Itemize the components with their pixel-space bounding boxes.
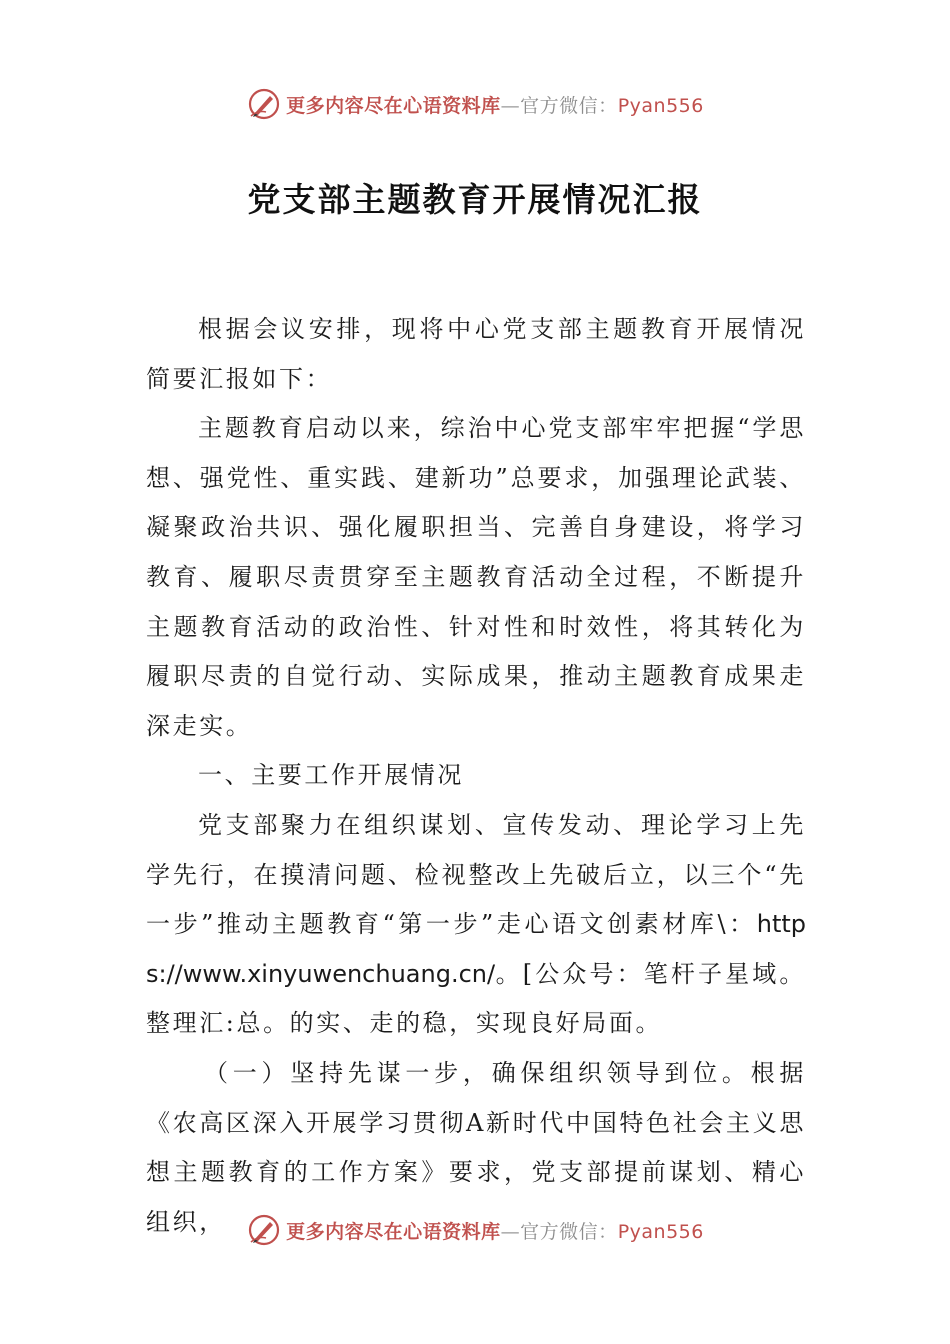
watermark-text	[286, 1217, 704, 1244]
paragraph-work-text: 党支部聚力在组织谋划、宣传发动、理论学习上先学先行，在摸清问题、检视整改上先破后立，以三个“先一步”推动主题教育“第一步”走心语文创素材库\：	[146, 810, 806, 939]
document-body	[146, 305, 806, 1247]
watermark-text	[286, 91, 704, 118]
paragraph-subsection-1: （一）坚持先谋一步，确保组织领导到位。根据《农高区深入开展学习贯彻A新时代中国特色社会主义思想主题教育的工作方案》要求，党支部提前谋划、精心组织，	[146, 1058, 806, 1236]
header-watermark	[0, 82, 950, 126]
watermark-brand: 更多内容尽在心语资料库	[286, 94, 501, 117]
pen-logo-icon	[246, 1212, 282, 1248]
watermark-separator: —	[500, 1220, 521, 1243]
pen-logo-icon	[246, 86, 282, 122]
paragraph-work	[146, 801, 806, 1049]
watermark-wechat-label: 官方微信：	[520, 94, 618, 117]
document-title: 党支部主题教育开展情况汇报	[247, 180, 703, 219]
watermark-wechat-id: Pyan556	[617, 1220, 704, 1243]
paragraph-work-tail: 。[公众号：笔杆子星域。整理汇:总。的实、走的稳，实现良好局面。	[146, 959, 806, 1038]
footer-watermark	[0, 1208, 950, 1252]
watermark-wechat-id: Pyan556	[617, 94, 704, 117]
source-link[interactable]: https://www.xinyuwenchuang.cn/	[146, 910, 806, 988]
watermark-brand: 更多内容尽在心语资料库	[286, 1220, 501, 1243]
watermark-separator: —	[500, 94, 521, 117]
watermark-wechat-label: 官方微信：	[520, 1220, 618, 1243]
paragraph-overview: 主题教育启动以来，综治中心党支部牢牢把握“学思想、强党性、重实践、建新功”总要求，加强理论武装、凝聚政治共识、强化履职担当、完善自身建设，将学习教育、履职尽责贯穿至主题教育活动全过程，不断提升主题教育活动的政治性、针对性和时效性，将其转化为履职尽责的自觉行动、实际成果，推动主题教育成果走深走实。	[146, 414, 806, 740]
section-heading: 一、主要工作开展情况	[198, 761, 464, 790]
paragraph-intro: 根据会议安排，现将中心党支部主题教育开展情况简要汇报如下：	[146, 315, 806, 393]
